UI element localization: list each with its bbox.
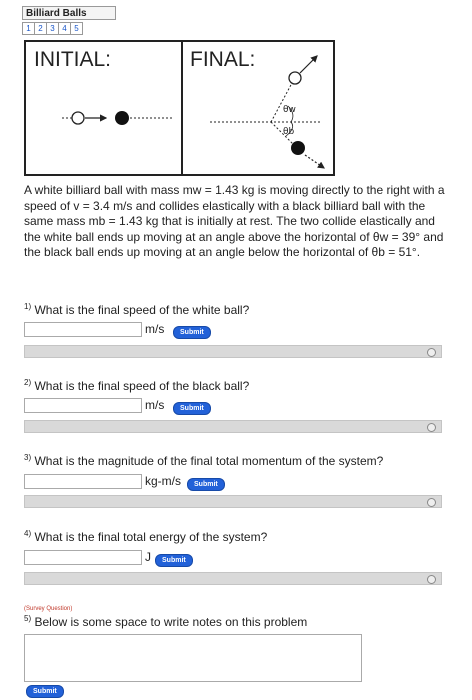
- diagram-drawing: [26, 42, 337, 178]
- answer-2-unit: m/s: [145, 398, 165, 412]
- answer-4-input[interactable]: [24, 550, 142, 565]
- page-link-3[interactable]: 3: [47, 23, 59, 34]
- white-ball-final: [289, 72, 301, 84]
- expand-icon[interactable]: [427, 423, 436, 432]
- answer-2-input[interactable]: [24, 398, 142, 413]
- question-5: [24, 614, 307, 629]
- question-2: [24, 378, 249, 393]
- survey-tag: (Survey Question): [24, 606, 73, 612]
- question-4-number: 4): [24, 529, 32, 538]
- white-ball-initial: [72, 112, 84, 124]
- question-3: [24, 453, 383, 468]
- theta-b-label: θb: [283, 127, 295, 137]
- notes-textarea[interactable]: [24, 634, 362, 682]
- problem-title: Billiard Balls: [22, 6, 116, 20]
- question-2-text: What is the final speed of the black ball?: [34, 379, 250, 393]
- question-2-number: 2): [24, 378, 32, 387]
- answer-3-input[interactable]: [24, 474, 142, 489]
- page-link-5[interactable]: 5: [74, 24, 79, 33]
- feedback-bar-1[interactable]: [24, 345, 442, 358]
- page-link-4[interactable]: 4: [59, 23, 71, 34]
- submit-2-button[interactable]: Submit: [173, 402, 211, 415]
- answer-3-unit: kg-m/s: [145, 474, 181, 488]
- question-4-text: What is the final total energy of the system?: [34, 530, 268, 544]
- question-1-number: 1): [24, 302, 32, 311]
- question-4: [24, 529, 267, 544]
- page-selector: [22, 22, 83, 35]
- theta-w-label: θw: [283, 105, 296, 115]
- submit-4-button[interactable]: Submit: [155, 554, 193, 567]
- white-ball-path: [271, 83, 292, 122]
- black-ball-initial: [115, 111, 129, 125]
- expand-icon[interactable]: [427, 348, 436, 357]
- final-label: FINAL:: [190, 48, 256, 71]
- answer-1-input[interactable]: [24, 322, 142, 337]
- page-link-1[interactable]: 1: [23, 23, 35, 34]
- feedback-bar-2[interactable]: [24, 420, 442, 433]
- answer-4-unit: J: [145, 550, 151, 564]
- submit-3-button[interactable]: Submit: [187, 478, 225, 491]
- page-link-2[interactable]: 2: [35, 23, 47, 34]
- initial-label: INITIAL:: [34, 48, 112, 71]
- submit-1-button[interactable]: Submit: [173, 326, 211, 339]
- question-1: [24, 302, 249, 317]
- black-ball-arrow: [305, 155, 324, 168]
- question-5-text: Below is some space to write notes on this problem: [34, 615, 308, 629]
- submit-5-button[interactable]: Submit: [26, 685, 64, 698]
- expand-icon[interactable]: [427, 498, 436, 507]
- expand-icon[interactable]: [427, 575, 436, 584]
- collision-diagram: [24, 40, 335, 176]
- question-1-text: What is the final speed of the white ball?: [34, 303, 250, 317]
- black-ball-final: [291, 141, 305, 155]
- question-3-number: 3): [24, 453, 32, 462]
- question-3-text: What is the magnitude of the final total momentum of the system?: [34, 454, 384, 468]
- answer-1-unit: m/s: [145, 322, 165, 336]
- white-ball-arrow: [300, 56, 317, 73]
- feedback-bar-4[interactable]: [24, 572, 442, 585]
- problem-statement: A white billiard ball with mass mw = 1.43 kg is moving directly to the right with a speed of v = 3.4 m/s and collides elastically with a black billiard ball with the same mass mb = 1.43 kg that is initially at rest. The two collide elastically and the white ball ends up moving at an angle above the horizontal of θw = 39° and the black ball ends up moving at an angle below the horizontal of θb = 51°.: [24, 183, 445, 259]
- feedback-bar-3[interactable]: [24, 495, 442, 508]
- question-5-number: 5): [24, 614, 32, 623]
